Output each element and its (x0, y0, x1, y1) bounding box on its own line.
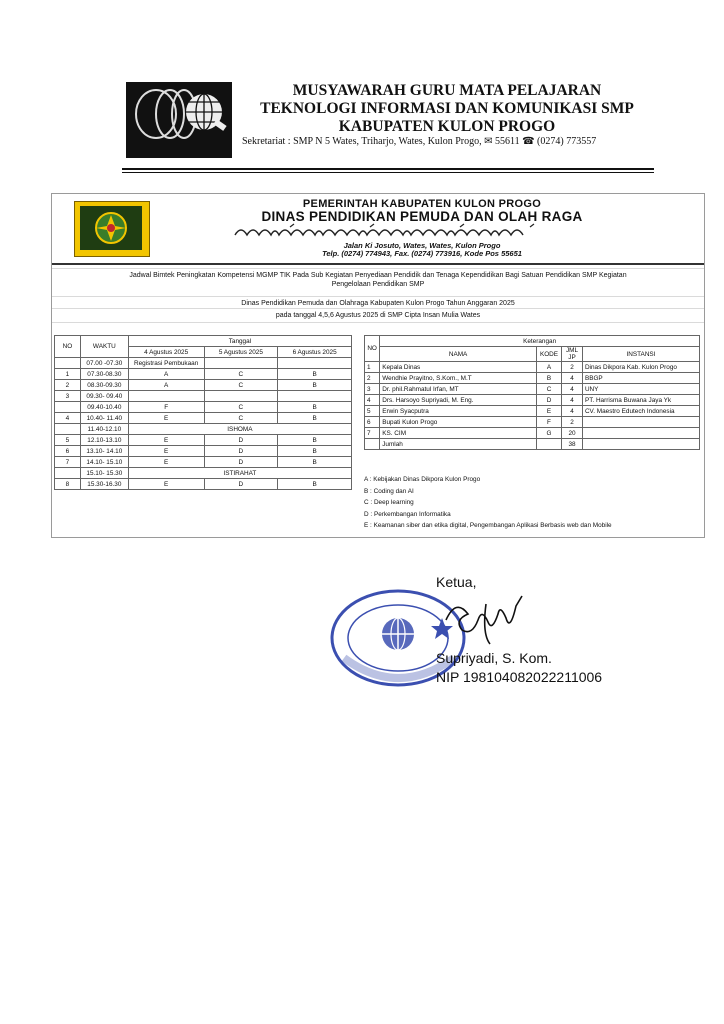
jumlah-label: Jumlah (380, 439, 537, 450)
cell-no: 1 (55, 369, 81, 380)
cell-span: ISHOMA (128, 424, 351, 435)
cell-jml: 20 (562, 428, 583, 439)
cell-waktu: 07.30-08.30 (80, 369, 128, 380)
jumlah-value: 38 (562, 439, 583, 450)
cell-waktu: 12.10-13.10 (80, 435, 128, 446)
cell-d3: B (278, 435, 352, 446)
cell-d3: B (278, 402, 352, 413)
col-day1: 4 Agustus 2025 (128, 347, 204, 358)
judul-line2: Pengelolaan Pendidikan SMP (331, 281, 425, 288)
table-row (365, 428, 700, 439)
col-keterangan: Keterangan (380, 336, 700, 347)
letterhead-rule-thin (122, 172, 654, 173)
cell-nama: Drs. Harsoyo Supriyadi, M. Eng. (380, 395, 537, 406)
cell-empty (536, 439, 561, 450)
grid-line (52, 322, 704, 323)
cell-d2: D (204, 446, 278, 457)
kode-item: C : Deep learning (364, 499, 414, 507)
cell-empty (582, 439, 699, 450)
cell-no: 6 (55, 446, 81, 457)
cell-nama: Erwin Syacputra (380, 406, 537, 417)
cell-d1: E (128, 457, 204, 468)
cell-waktu: 08.30-09.30 (80, 380, 128, 391)
judul-line1: Jadwal Bimtek Peningkatan Kompetensi MGMP TIK Pada Sub Kegiatan Penyediaan Pendidik dan Tenaga Kependidikan Bagi Satuan Pendidikan SMP Kegiatan (129, 272, 627, 279)
kop-line3: Jalan Ki Josuto, Wates, Wates, Kulon Progo (343, 241, 501, 250)
table-row (55, 402, 352, 413)
cell-waktu: 14.10- 15.10 (80, 457, 128, 468)
cell-no: 2 (365, 373, 380, 384)
cell-no (55, 358, 81, 369)
cell-jml: 2 (562, 362, 583, 373)
cell-empty (365, 439, 380, 450)
cell-waktu: 10.40- 11.40 (80, 413, 128, 424)
col-instansi: INSTANSI (582, 347, 699, 362)
cell-d2: D (204, 457, 278, 468)
cell-instansi (582, 428, 699, 439)
letterhead-rule (122, 168, 654, 170)
schedule-table (54, 335, 352, 490)
col-jml-jp: JML JP (562, 347, 583, 362)
letterhead-address: Sekretariat : SMP N 5 Wates, Triharjo, Wates, Kulon Progo, ✉ 55611 ☎ (0274) 773557 (242, 136, 597, 147)
cell-d2: D (204, 479, 278, 490)
judul-line3: Dinas Pendidikan Pemuda dan Olahraga Kabupaten Kulon Progo Tahun Anggaran 2025 (241, 300, 515, 307)
grid-line (52, 268, 704, 269)
kop-line2: DINAS PENDIDIKAN PEMUDA DAN OLAH RAGA (261, 209, 583, 224)
cell-d3: B (278, 479, 352, 490)
cell-no: 5 (55, 435, 81, 446)
col-tanggal: Tanggal (128, 336, 351, 347)
cell-d1: E (128, 435, 204, 446)
cell-nama: Bupati Kulon Progo (380, 417, 537, 428)
table-row (365, 373, 700, 384)
table-row (55, 435, 352, 446)
cell-jml: 4 (562, 384, 583, 395)
cell-d2: C (204, 369, 278, 380)
cell-instansi (582, 417, 699, 428)
cell-no: 4 (365, 395, 380, 406)
jumlah-row (365, 439, 700, 450)
cell-no: 4 (55, 413, 81, 424)
cell-jml: 4 (562, 406, 583, 417)
cell-span: ISTIRAHAT (128, 468, 351, 479)
kode-item: E : Keamanan siber dan etika digital, Pengembangan Aplikasi Berbasis web dan Mobile (364, 522, 612, 530)
letterhead-title-line2: TEKNOLOGI INFORMASI DAN KOMUNIKASI SMP (260, 100, 634, 117)
judul-line4: pada tanggal 4,5,6 Agustus 2025 di SMP Cipta Insan Mulia Wates (275, 312, 481, 319)
kop-line1: PEMERINTAH KABUPATEN KULON PROGO (302, 198, 542, 210)
table-row (55, 391, 352, 402)
schedule-sheet (51, 193, 705, 538)
cell-waktu: 07.00 -07.30 (80, 358, 128, 369)
letterhead-title-line3: KABUPATEN KULON PROGO (338, 118, 556, 135)
kode-legend (364, 474, 704, 532)
cell-no: 3 (55, 391, 81, 402)
cell-d1 (128, 391, 204, 402)
cell-d1: E (128, 413, 204, 424)
table-row (55, 358, 352, 369)
cell-d1: E (128, 479, 204, 490)
cell-instansi: UNY (582, 384, 699, 395)
cell-d2: C (204, 402, 278, 413)
cell-kode: C (536, 384, 561, 395)
cell-no: 2 (55, 380, 81, 391)
kode-item: D : Perkembangan Informatika (364, 510, 451, 518)
cell-waktu: 11.40-12.10 (80, 424, 128, 435)
cell-jml: 4 (562, 395, 583, 406)
cell-no: 7 (55, 457, 81, 468)
handwritten-signature (440, 590, 530, 651)
cell-kode: B (536, 373, 561, 384)
cell-kode: A (536, 362, 561, 373)
dinas-logo (74, 201, 150, 257)
cell-d2 (204, 358, 278, 369)
grid-line (52, 296, 704, 297)
signature-name: Supriyadi, S. Kom. (436, 650, 552, 666)
cell-d2: C (204, 380, 278, 391)
cell-d1: A (128, 380, 204, 391)
cell-d3: B (278, 457, 352, 468)
cell-d2: C (204, 413, 278, 424)
table-row (365, 362, 700, 373)
cell-no (55, 424, 81, 435)
cell-no (55, 402, 81, 413)
cell-jml: 2 (562, 417, 583, 428)
cell-no: 5 (365, 406, 380, 417)
col-day3: 6 Agustus 2025 (278, 347, 352, 358)
table-row (55, 380, 352, 391)
cell-no: 6 (365, 417, 380, 428)
cell-nama: Wendhie Prayitno, S.Kom., M.T (380, 373, 537, 384)
signature-role: Ketua, (436, 574, 477, 590)
cell-d2 (204, 391, 278, 402)
letterhead-title-line1: MUSYAWARAH GURU MATA PELAJARAN (292, 82, 602, 99)
table-row (365, 384, 700, 395)
cell-d1: Registrasi Pembukaan (128, 358, 204, 369)
col-no: NO (365, 336, 380, 362)
cell-waktu: 09.30- 09.40 (80, 391, 128, 402)
col-no: NO (55, 336, 81, 358)
cell-d3: B (278, 380, 352, 391)
cell-instansi: Dinas Dikpora Kab. Kulon Progo (582, 362, 699, 373)
cell-waktu: 15.10- 15.30 (80, 468, 128, 479)
col-nama: NAMA (380, 347, 537, 362)
mgmp-logo (126, 82, 232, 158)
cell-d3: B (278, 446, 352, 457)
cell-d3: B (278, 369, 352, 380)
cell-kode: D (536, 395, 561, 406)
table-row (55, 446, 352, 457)
table-row (55, 468, 352, 479)
cell-nama: Dr. phil.Rahmatul Irfan, MT (380, 384, 537, 395)
cell-nama: KS. CIM (380, 428, 537, 439)
judul (52, 271, 704, 289)
cell-waktu: 13.10- 14.10 (80, 446, 128, 457)
kode-item: A : Kebijakan Dinas Dikpora Kulon Progo (364, 476, 481, 483)
col-kode: KODE (536, 347, 561, 362)
kode-item: B : Coding dan AI (364, 487, 414, 495)
letterhead-title (232, 82, 662, 136)
cell-d1: E (128, 446, 204, 457)
cell-nama: Kepala Dinas (380, 362, 537, 373)
cell-d1: A (128, 369, 204, 380)
table-row (365, 417, 700, 428)
col-waktu: WAKTU (80, 336, 128, 358)
table-row (55, 413, 352, 424)
cell-instansi: CV. Maestro Edutech Indonesia (582, 406, 699, 417)
grid-line (52, 308, 704, 309)
cell-d2: D (204, 435, 278, 446)
cell-no: 3 (365, 384, 380, 395)
table-row (365, 406, 700, 417)
cell-no: 8 (55, 479, 81, 490)
javanese-script-line (230, 223, 570, 241)
cell-kode: G (536, 428, 561, 439)
cell-d3 (278, 391, 352, 402)
cell-d3 (278, 358, 352, 369)
table-row (55, 369, 352, 380)
signature-nip: NIP 198104082022211006 (436, 669, 603, 685)
cell-kode: F (536, 417, 561, 428)
table-row (55, 424, 352, 435)
table-row (55, 457, 352, 468)
cell-d1: F (128, 402, 204, 413)
kop-line4: Telp. (0274) 774943, Fax. (0274) 773916, Kode Pos 55651 (322, 249, 522, 258)
cell-no (55, 468, 81, 479)
cell-instansi: BBGP (582, 373, 699, 384)
cell-jml: 4 (562, 373, 583, 384)
cell-d3: B (278, 413, 352, 424)
cell-no: 7 (365, 428, 380, 439)
col-day2: 5 Agustus 2025 (204, 347, 278, 358)
cell-instansi: PT. Harrisma Buwana Jaya Yk (582, 395, 699, 406)
cell-kode: E (536, 406, 561, 417)
table-row (55, 479, 352, 490)
table-row (365, 395, 700, 406)
kop-rule (52, 263, 704, 265)
keterangan-table (364, 335, 700, 450)
cell-waktu: 09.40-10.40 (80, 402, 128, 413)
cell-no: 1 (365, 362, 380, 373)
cell-waktu: 15.30-16.30 (80, 479, 128, 490)
